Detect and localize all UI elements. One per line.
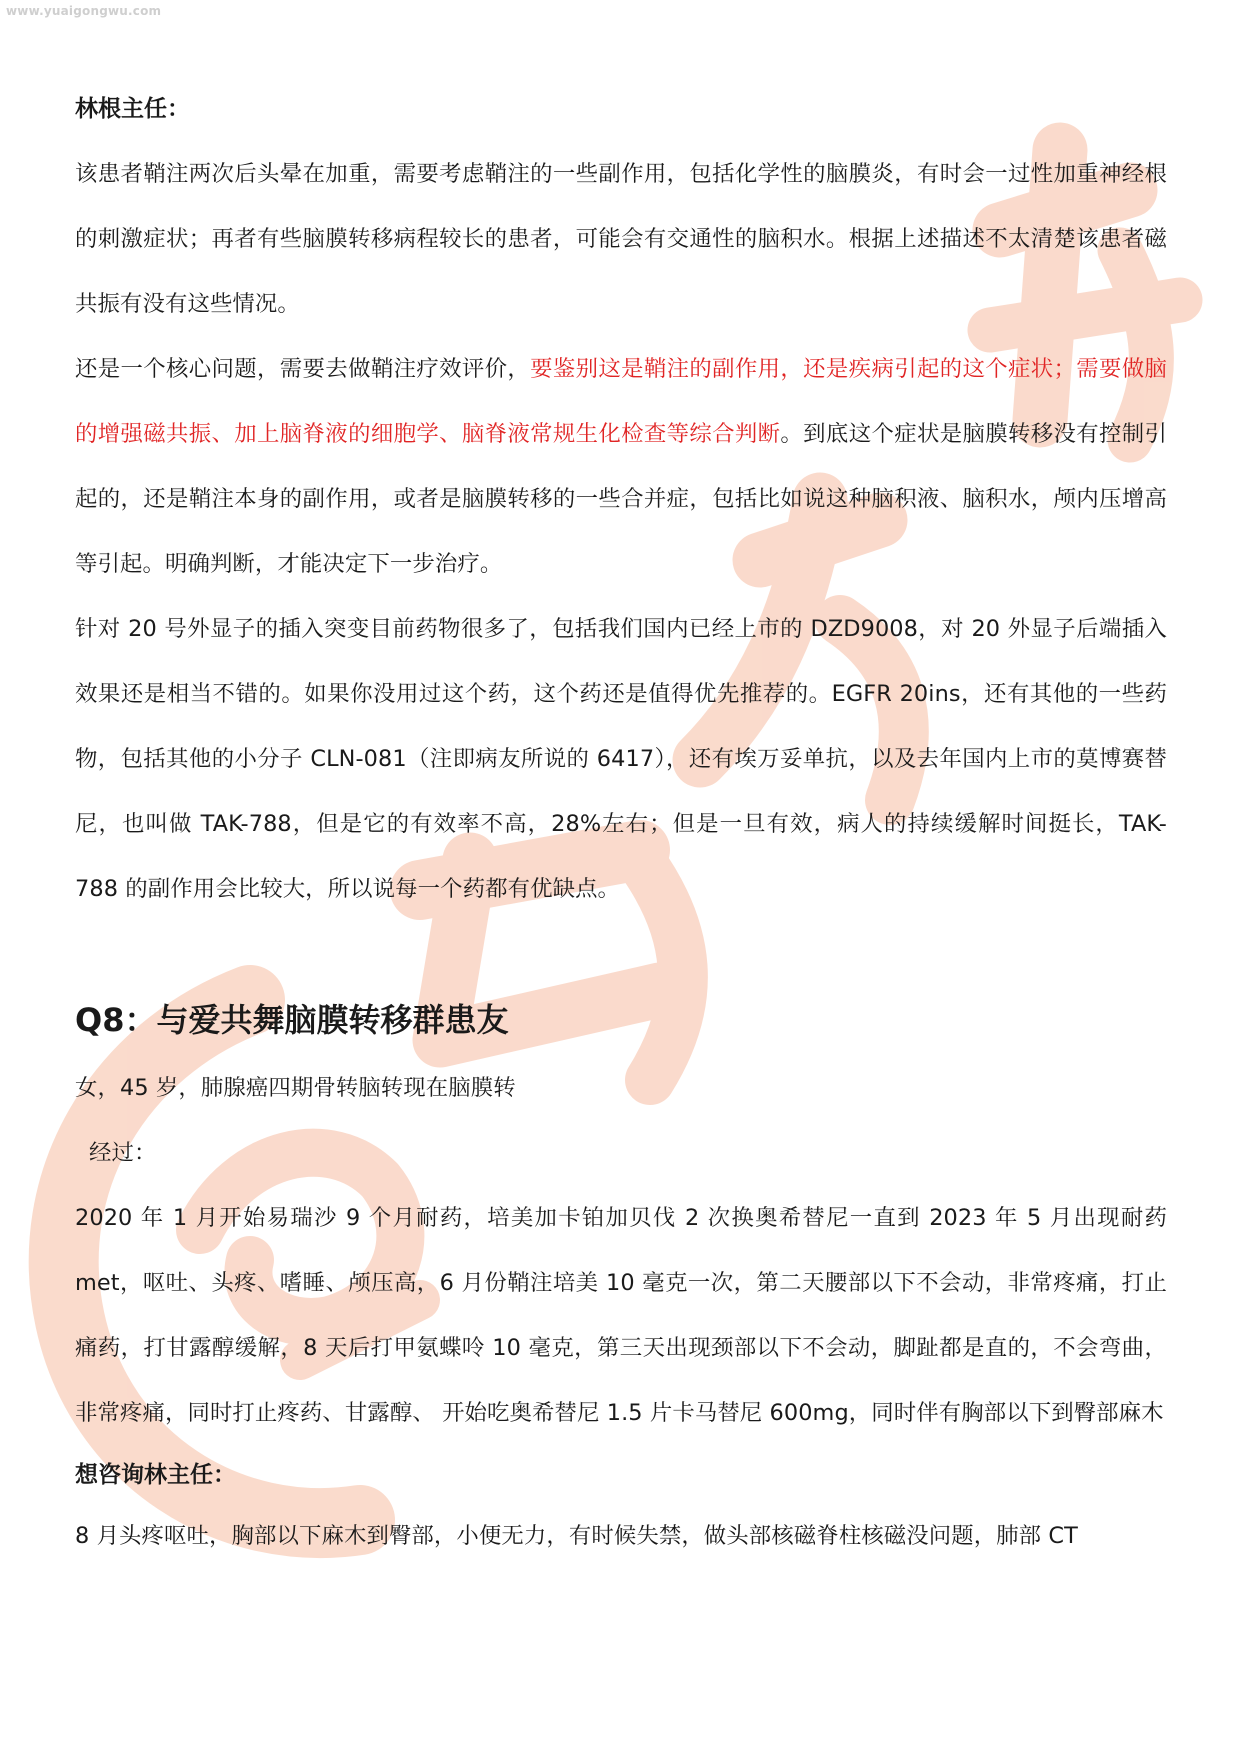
question-title: Q8：与爱共舞脑膜转移群患友 bbox=[75, 1001, 509, 1039]
paragraph-core-question bbox=[75, 337, 1167, 597]
paragraph-text: 还是一个核心问题，需要去做鞘注疗效评价， bbox=[75, 356, 531, 382]
history-text: 2020 年 1 月开始易瑞沙 9 个月耐药，培美加卡铂加贝伐 2 次换奥希替尼一直到 2023 年 5 月出现耐药 met，呕吐、头疼、嗜睡、颅压高，6 月份鞘注培美 10 毫克一次，第二天腰部以下不会动，非常疼痛，打止痛药，打甘露醇缓解，8 天后打甲氨蝶呤 10 毫克，第三天出现颈部以下不会动，脚趾都是直的，不会弯曲，非常疼痛，同时打止疼药、甘露醇、 开始吃奥希替尼 1.5 片卡马替尼 600mg，同时伴有胸部以下到臀部麻木 bbox=[75, 1205, 1167, 1426]
section-lin-answer bbox=[75, 86, 1167, 922]
patient-info: 女，45 岁，肺腺癌四期骨转脑转现在脑膜转 bbox=[75, 1075, 516, 1101]
speaker-heading: 林根主任： bbox=[75, 96, 190, 122]
ask-text: 8 月头疼呕吐，胸部以下麻木到臀部，小便无力，有时候失禁，做头部核磁脊柱核磁没问题，肺部 CT bbox=[75, 1523, 1078, 1549]
watermark-url: www.yuaigongwu.com bbox=[6, 4, 162, 18]
paragraph-text: 。到底这个症状是脑膜转移没有控制引起的，还是鞘注本身的副作用，或者是脑膜转移的一些合并症，包括比如说这种脑积液、脑积水，颅内压增高等引起。明确判断，才能决定下一步治疗。 bbox=[75, 421, 1167, 577]
section-patient-case bbox=[75, 1056, 1167, 1569]
history-label: 经过： bbox=[89, 1140, 157, 1166]
paragraph-side-effects: 该患者鞘注两次后头晕在加重，需要考虑鞘注的一些副作用，包括化学性的脑膜炎，有时会一过性加重神经根的刺激症状；再者有些脑膜转移病程较长的患者，可能会有交通性的脑积水。根据上述描述不太清楚该患者磁共振有没有这些情况。 bbox=[75, 161, 1167, 317]
paragraph-drugs: 针对 20 号外显子的插入突变目前药物很多了，包括我们国内已经上市的 DZD9008，对 20 外显子后端插入效果还是相当不错的。如果你没用过这个药，这个药还是值得优先推荐的。EGFR 20ins，还有其他的一些药物，包括其他的小分子 CLN-081（注即病友所说的 6417），还有埃万妥单抗，以及去年国内上市的莫博赛替尼，也叫做 TAK-788，但是它的有效率不高，28%左右；但是一旦有效，病人的持续缓解时间挺长，TAK-788 的副作用会比较大，所以说每一个药都有优缺点。 bbox=[75, 616, 1167, 902]
ask-heading: 想咨询林主任： bbox=[75, 1462, 236, 1488]
highlight-text: 要鉴别这是鞘注的副作用，还是疾病引起的这个症状；需要做脑的增强磁共振、加上脑脊液的细胞学、脑脊液常规生化检查等综合判断 bbox=[75, 356, 1167, 447]
